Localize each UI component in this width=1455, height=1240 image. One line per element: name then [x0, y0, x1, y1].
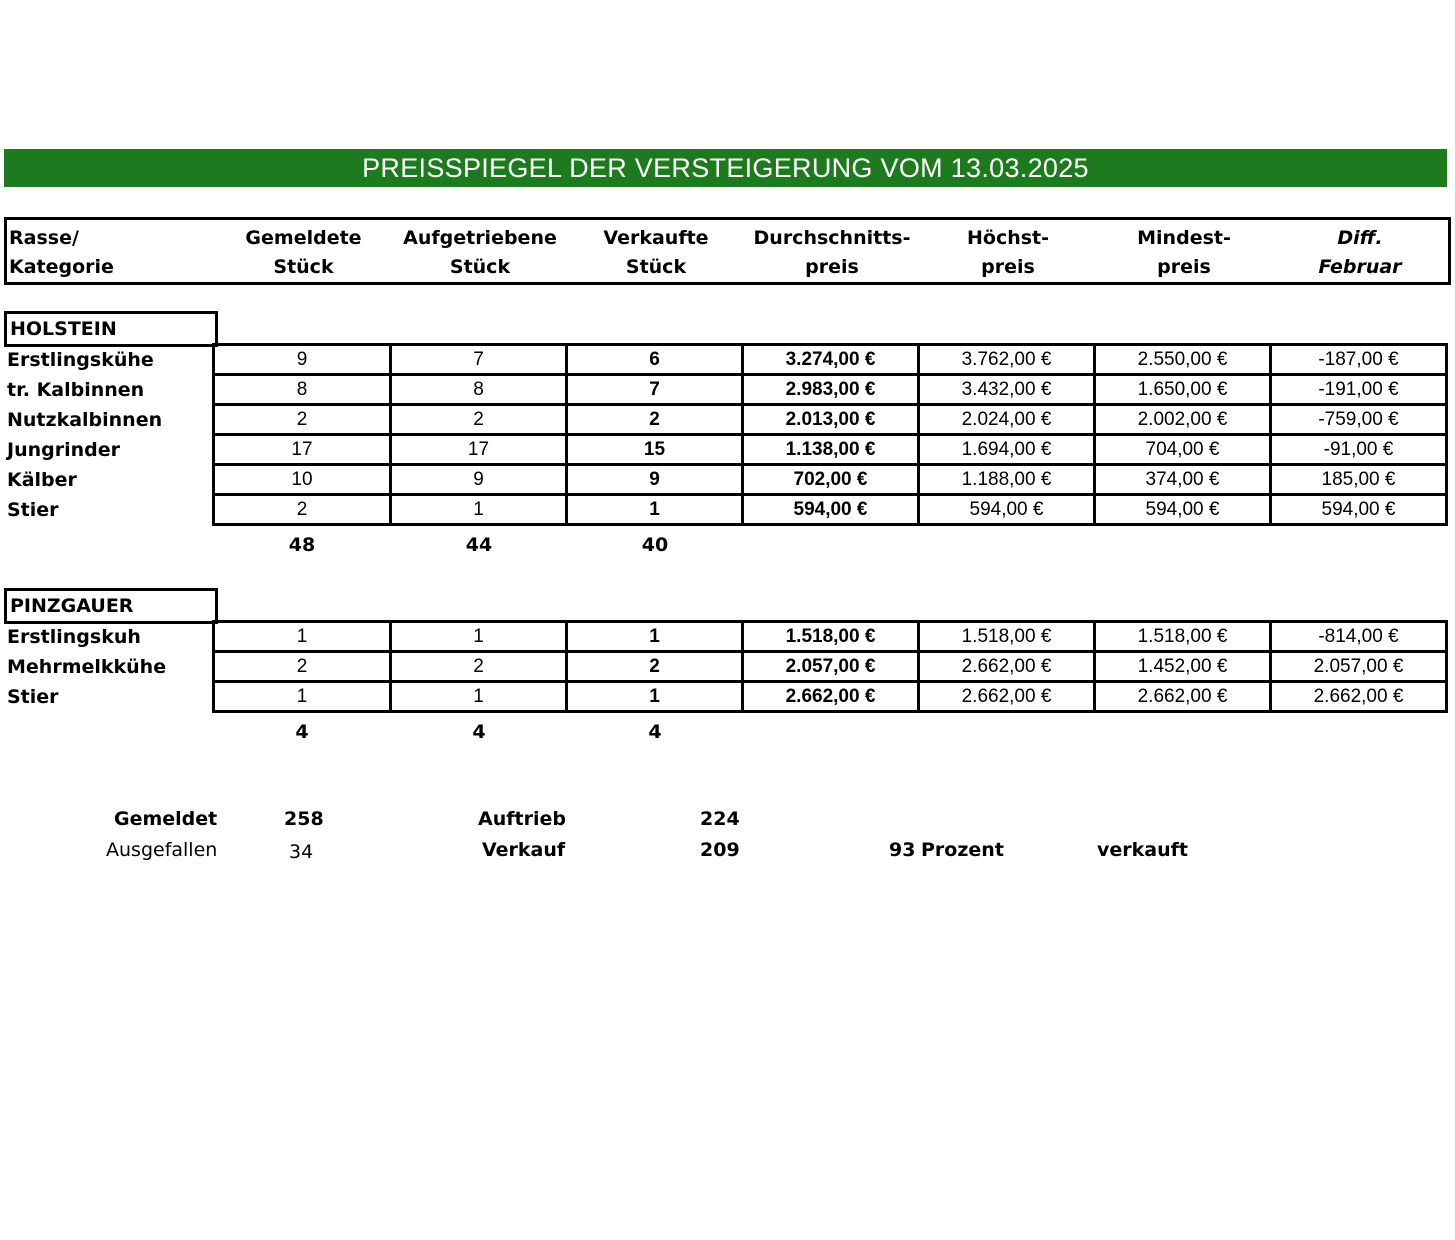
cell-hoechst: 1.188,00 €	[961, 469, 1052, 490]
cell-gemeldete: 9	[296, 349, 308, 370]
cell-aufgetriebene: 1	[473, 626, 484, 647]
table-row	[4, 435, 1449, 465]
cell-verkaufte: 1	[649, 686, 660, 707]
cell-category: Kälber	[7, 469, 77, 491]
total-aufgetriebene: 4	[472, 721, 486, 743]
cell-diff: -91,00 €	[1323, 439, 1394, 460]
table-header	[4, 217, 1451, 285]
cell-verkaufte: 2	[649, 656, 660, 677]
header-line: Rasse/	[9, 227, 79, 249]
ausgefallen-label: Ausgefallen	[106, 839, 218, 861]
cell-verkaufte: 1	[649, 499, 660, 520]
cell-mindest: 374,00 €	[1145, 469, 1220, 490]
cell-diff: -187,00 €	[1318, 349, 1399, 370]
cell-aufgetriebene: 1	[473, 686, 484, 707]
header-line: Durchschnitts-	[753, 227, 911, 249]
cell-hoechst: 3.432,00 €	[961, 379, 1052, 400]
cell-durchschnitt: 2.013,00 €	[785, 409, 876, 430]
header-durchschnitt	[744, 224, 920, 282]
verkauf-label: Verkauf	[482, 839, 566, 861]
cell-category: Stier	[7, 686, 59, 708]
cell-gemeldete: 17	[291, 439, 313, 460]
table-row	[4, 465, 1449, 495]
cell-durchschnitt: 3.274,00 €	[785, 349, 876, 370]
cell-gemeldete: 2	[296, 656, 308, 677]
header-line: Stück	[625, 256, 687, 278]
prozent-value: 93	[889, 839, 916, 861]
header-line: Februar	[1318, 256, 1402, 278]
cell-durchschnitt: 1.138,00 €	[785, 439, 876, 460]
prozent-label: Prozent	[921, 839, 1004, 861]
table-row	[4, 652, 1449, 682]
cell-mindest: 1.650,00 €	[1137, 379, 1228, 400]
header-aufgetriebene	[392, 224, 568, 282]
table-row	[4, 495, 1449, 525]
cell-diff: -191,00 €	[1318, 379, 1399, 400]
cell-aufgetriebene: 2	[473, 409, 484, 430]
cell-aufgetriebene: 1	[473, 499, 484, 520]
table-row	[4, 682, 1449, 712]
cell-mindest: 2.550,00 €	[1137, 349, 1228, 370]
header-line: Diff.	[1337, 227, 1383, 249]
auftrieb-value: 224	[700, 808, 740, 830]
cell-category: Jungrinder	[7, 439, 120, 461]
header-line: Aufgetriebene	[403, 227, 557, 249]
cell-aufgetriebene: 9	[473, 469, 484, 490]
cell-aufgetriebene: 7	[473, 349, 484, 370]
table-row	[4, 405, 1449, 435]
total-aufgetriebene: 44	[465, 534, 493, 556]
header-line: Gemeldete	[245, 227, 362, 249]
header-verkaufte	[568, 224, 744, 282]
cell-gemeldete: 2	[296, 409, 308, 430]
cell-hoechst: 594,00 €	[969, 499, 1044, 520]
cell-verkaufte: 15	[643, 439, 666, 460]
header-line: preis	[1157, 256, 1211, 278]
header-gemeldete	[215, 224, 392, 282]
cell-verkaufte: 9	[649, 469, 660, 490]
cell-diff: -814,00 €	[1318, 626, 1399, 647]
header-mindest	[1096, 224, 1272, 282]
header-line: preis	[805, 256, 859, 278]
ausgefallen-value: 34	[289, 841, 314, 863]
cell-verkaufte: 6	[649, 349, 660, 370]
cell-diff: -759,00 €	[1318, 409, 1399, 430]
header-diff	[1272, 224, 1448, 282]
cell-aufgetriebene: 8	[473, 379, 484, 400]
cell-gemeldete: 2	[296, 499, 308, 520]
cell-category: Stier	[7, 499, 59, 521]
total-gemeldete: 4	[295, 721, 309, 743]
header-hoechst	[920, 224, 1096, 282]
cell-verkaufte: 7	[649, 379, 660, 400]
cell-durchschnitt: 1.518,00 €	[785, 626, 876, 647]
cell-verkaufte: 2	[649, 409, 660, 430]
cell-category: Nutzkalbinnen	[7, 409, 163, 431]
page-title: PREISSPIEGEL DER VERSTEIGERUNG VOM 13.03.2025	[4, 149, 1447, 187]
cell-mindest: 1.452,00 €	[1137, 656, 1228, 677]
total-verkaufte: 40	[641, 534, 669, 556]
cell-durchschnitt: 2.057,00 €	[785, 656, 876, 677]
cell-verkaufte: 1	[649, 626, 660, 647]
header-line: Kategorie	[9, 256, 114, 278]
cell-hoechst: 1.694,00 €	[961, 439, 1052, 460]
table-row	[4, 345, 1449, 375]
verkauf-value: 209	[700, 839, 740, 861]
header-line: Höchst-	[966, 227, 1050, 249]
cell-diff: 185,00 €	[1321, 469, 1396, 490]
cell-category: Mehrmelkkühe	[7, 656, 167, 678]
header-line: preis	[981, 256, 1035, 278]
verkauft-label: verkauft	[1097, 839, 1188, 861]
cell-category: tr. Kalbinnen	[7, 379, 145, 401]
holstein-label: HOLSTEIN	[4, 311, 218, 347]
header-line: Stück	[273, 256, 334, 278]
total-verkaufte: 4	[648, 721, 662, 743]
auftrieb-label: Auftrieb	[478, 808, 566, 830]
cell-mindest: 594,00 €	[1145, 499, 1220, 520]
header-line: Mindest-	[1137, 227, 1231, 249]
cell-diff: 2.662,00 €	[1313, 686, 1404, 707]
total-gemeldete: 48	[288, 534, 316, 556]
cell-gemeldete: 10	[291, 469, 313, 490]
header-line: Stück	[449, 256, 511, 278]
cell-category: Erstlingskühe	[7, 349, 154, 371]
cell-hoechst: 3.762,00 €	[961, 349, 1052, 370]
cell-hoechst: 2.662,00 €	[961, 686, 1052, 707]
cell-mindest: 704,00 €	[1145, 439, 1220, 460]
cell-hoechst: 1.518,00 €	[961, 626, 1052, 647]
cell-hoechst: 2.662,00 €	[961, 656, 1052, 677]
cell-durchschnitt: 2.662,00 €	[785, 686, 876, 707]
gemeldet-value: 258	[284, 808, 324, 830]
cell-hoechst: 2.024,00 €	[961, 409, 1052, 430]
pinzgauer-label: PINZGAUER	[4, 588, 218, 624]
cell-mindest: 2.662,00 €	[1137, 686, 1228, 707]
gemeldet-label: Gemeldet	[114, 808, 218, 830]
cell-gemeldete: 1	[296, 686, 308, 707]
cell-diff: 2.057,00 €	[1313, 656, 1404, 677]
table-row	[4, 375, 1449, 405]
header-category	[9, 224, 209, 282]
cell-gemeldete: 1	[296, 626, 308, 647]
cell-diff: 594,00 €	[1321, 499, 1396, 520]
cell-mindest: 2.002,00 €	[1137, 409, 1228, 430]
cell-category: Erstlingskuh	[7, 626, 141, 648]
table-row	[4, 622, 1449, 652]
cell-durchschnitt: 702,00 €	[793, 469, 868, 490]
header-line: Verkaufte	[603, 227, 709, 249]
cell-durchschnitt: 594,00 €	[793, 499, 868, 520]
cell-mindest: 1.518,00 €	[1137, 626, 1228, 647]
cell-durchschnitt: 2.983,00 €	[785, 379, 876, 400]
cell-aufgetriebene: 17	[467, 439, 490, 460]
cell-gemeldete: 8	[296, 379, 308, 400]
cell-aufgetriebene: 2	[473, 656, 484, 677]
